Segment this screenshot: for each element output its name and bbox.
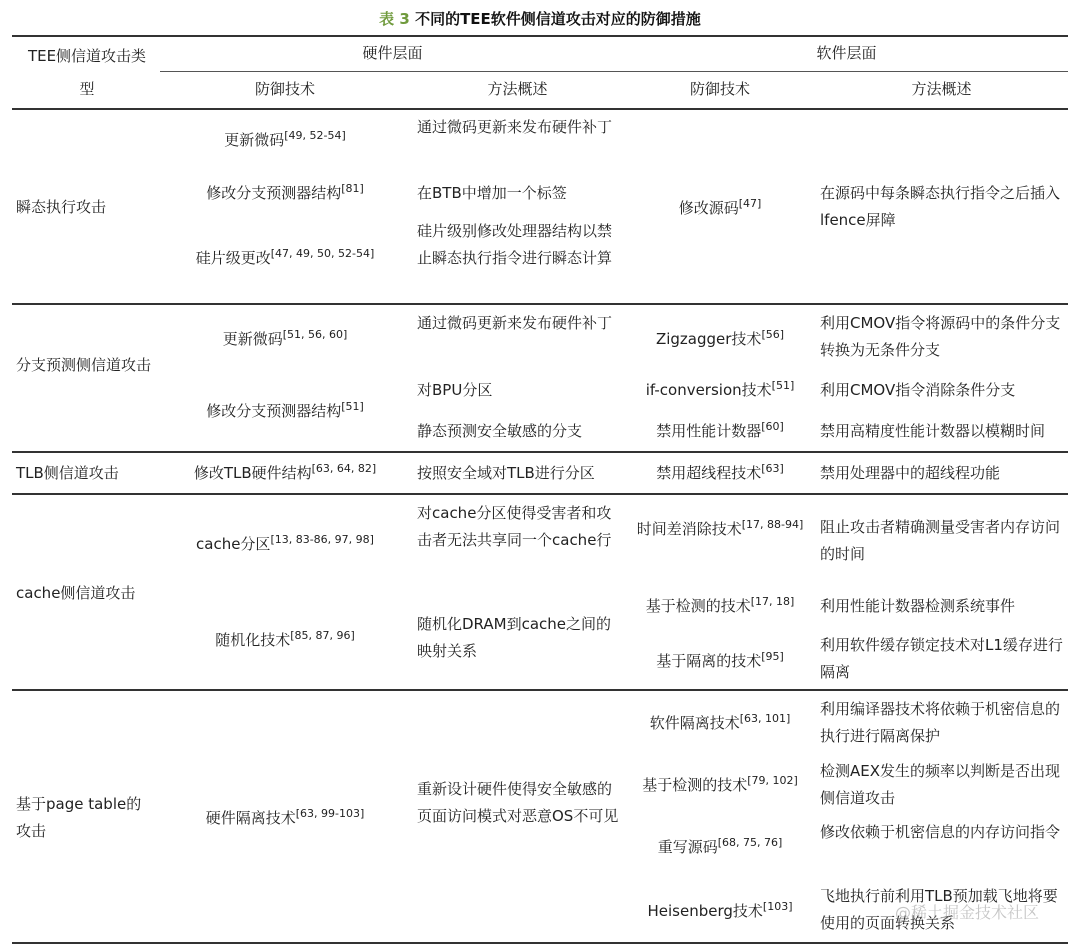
citation: [79, 102]	[747, 774, 798, 787]
sw-desc: 利用软件缓存锁定技术对L1缓存进行隔离	[820, 636, 1063, 681]
sw-desc: 禁用高精度性能计数器以模糊时间	[820, 422, 1046, 440]
citation: [63, 101]	[739, 712, 791, 725]
header-hardware: 硬件层面	[362, 44, 423, 62]
sw-tech	[625, 648, 815, 675]
hw-desc: 通过微码更新来发布硬件补丁	[417, 118, 613, 136]
sw-tech-name: 软件隔离技术	[649, 714, 740, 732]
sw-tech	[625, 593, 815, 620]
table-caption	[0, 8, 1080, 29]
citation: [51]	[341, 400, 364, 413]
hw-desc: 静态预测安全敏感的分支	[417, 422, 583, 440]
citation: [51]	[771, 379, 795, 392]
header-rule	[12, 108, 1068, 110]
row-rule	[12, 689, 1068, 691]
sw-tech-name: 基于检测的技术	[645, 597, 751, 615]
citation: [51, 56, 60]	[282, 328, 348, 341]
header-sw-desc: 方法概述	[911, 80, 972, 98]
citation: [47, 49, 50, 52-54]	[270, 247, 375, 260]
sw-desc: 飞地执行前利用TLB预加载飞地将要使用的页面转换关系	[820, 887, 1058, 932]
hw-tech	[160, 398, 410, 425]
hw-tech-name: 更新微码	[224, 131, 285, 149]
sw-tech-name: 基于检测的技术	[642, 776, 748, 794]
hw-tech-name: 更新微码	[222, 330, 283, 348]
hw-tech-name: 硅片级更改	[195, 249, 271, 267]
citation: [85, 87, 96]	[290, 629, 355, 642]
attack-type: cache侧信道攻击	[16, 584, 136, 602]
header-sw-tech: 防御技术	[689, 80, 750, 98]
header-attack-type	[12, 43, 162, 103]
sw-tech	[625, 377, 815, 404]
citation: [63, 64, 82]	[311, 462, 377, 475]
hw-desc: 对BPU分区	[417, 381, 493, 399]
sw-desc: 利用CMOV指令将源码中的条件分支转换为无条件分支	[820, 314, 1061, 359]
hw-tech-name: 修改TLB硬件结构	[193, 464, 312, 482]
hw-tech	[160, 245, 410, 272]
sw-tech	[625, 195, 815, 222]
sw-tech	[625, 326, 815, 353]
hw-desc: 按照安全域对TLB进行分区	[417, 464, 595, 482]
sw-tech	[625, 898, 815, 925]
hw-tech-name: 修改分支预测器结构	[206, 184, 342, 202]
sw-tech-name: Heisenberg技术	[647, 902, 763, 920]
hw-tech	[160, 460, 410, 487]
bottom-rule	[12, 942, 1068, 944]
sw-desc: 利用CMOV指令消除条件分支	[820, 381, 1016, 399]
citation: [63]	[761, 462, 784, 475]
sw-tech-name: 重写源码	[657, 838, 718, 856]
hw-tech	[160, 805, 410, 832]
attack-type: 瞬态执行攻击	[16, 198, 107, 216]
hw-tech-name: 修改分支预测器结构	[206, 402, 342, 420]
citation: [47]	[738, 197, 762, 210]
top-rule	[12, 35, 1068, 37]
sw-tech-name: 修改源码	[678, 199, 739, 217]
citation: [17, 88-94]	[741, 518, 804, 531]
header-hw-desc: 方法概述	[487, 80, 548, 98]
header-software: 软件层面	[816, 44, 877, 62]
hw-desc: 通过微码更新来发布硬件补丁	[417, 314, 613, 332]
sw-desc: 禁用处理器中的超线程功能	[820, 464, 1001, 482]
hw-tech	[160, 180, 410, 207]
hw-tech	[160, 531, 410, 558]
sw-desc: 利用性能计数器检测系统事件	[820, 597, 1016, 615]
row-rule	[12, 303, 1068, 305]
watermark: @稀土掘金技术社区	[895, 903, 1040, 922]
hw-tech-name: 随机化技术	[215, 631, 291, 649]
row-rule	[12, 451, 1068, 453]
sw-tech-name: 时间差消除技术	[636, 520, 742, 538]
citation: [68, 75, 76]	[717, 836, 783, 849]
attack-type: TLB侧信道攻击	[16, 464, 119, 482]
hw-tech-name: cache分区	[196, 535, 271, 553]
header-hw-tech: 防御技术	[254, 80, 315, 98]
sw-tech	[625, 418, 815, 445]
sw-tech	[625, 772, 815, 799]
sw-desc: 修改依赖于机密信息的内存访问指令	[820, 823, 1061, 841]
sw-tech-name: Zigzagger技术	[655, 330, 762, 348]
citation: [49, 52-54]	[284, 129, 346, 142]
sw-tech-name: 禁用超线程技术	[656, 464, 762, 482]
hw-tech	[160, 127, 410, 154]
sw-tech	[625, 834, 815, 861]
sw-tech	[625, 710, 815, 737]
sw-tech	[625, 460, 815, 487]
sw-desc: 利用编译器技术将依赖于机密信息的执行进行隔离保护	[820, 700, 1061, 745]
hw-desc: 在BTB中增加一个标签	[417, 184, 567, 202]
hw-desc: 硅片级别修改处理器结构以禁止瞬态执行指令进行瞬态计算	[417, 222, 613, 267]
hw-desc: 随机化DRAM到cache之间的映射关系	[417, 615, 611, 660]
citation: [17, 18]	[750, 595, 795, 608]
citation: [63, 99-103]	[295, 807, 365, 820]
citation: [103]	[762, 900, 793, 913]
hw-desc: 重新设计硬件使得安全敏感的页面访问模式对恶意OS不可见	[417, 780, 619, 825]
citation: [81]	[341, 182, 364, 195]
row-rule	[12, 493, 1068, 495]
hw-desc: 对cache分区使得受害者和攻击者无法共享同一个cache行	[417, 504, 612, 549]
sw-tech	[630, 516, 810, 543]
sw-tech-name: 基于隔离的技术	[656, 652, 762, 670]
citation: [60]	[761, 420, 784, 433]
hw-tech	[160, 627, 410, 654]
hw-tech-name: 硬件隔离技术	[205, 809, 296, 827]
sw-tech-name: if-conversion技术	[645, 381, 772, 399]
sw-desc: 阻止攻击者精确测量受害者内存访问的时间	[820, 518, 1061, 563]
attack-type: 基于page table的攻击	[16, 795, 142, 840]
sw-desc: 检测AEX发生的频率以判断是否出现侧信道攻击	[820, 762, 1061, 807]
citation: [13, 83-86, 97, 98]	[270, 533, 374, 546]
table-title: 不同的TEE软件侧信道攻击对应的防御措施	[415, 10, 701, 28]
table-number: 表 3	[379, 10, 410, 28]
header-attack-type-line1: TEE侧信道攻击类	[27, 47, 147, 65]
sw-desc: 在源码中每条瞬态执行指令之后插入lfence屏障	[820, 184, 1061, 229]
hw-tech	[160, 326, 410, 353]
header-attack-type-line2: 型	[79, 80, 95, 98]
attack-type: 分支预测侧信道攻击	[16, 356, 152, 374]
group-rule	[160, 71, 1068, 72]
citation: [95]	[761, 650, 784, 663]
citation: [56]	[761, 328, 785, 341]
sw-tech-name: 禁用性能计数器	[656, 422, 762, 440]
